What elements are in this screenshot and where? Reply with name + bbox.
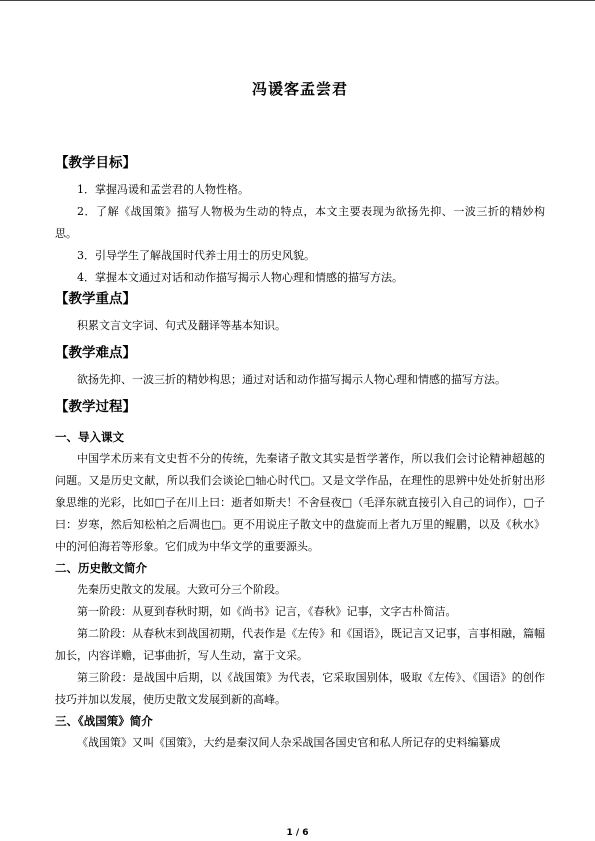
difficulties-text: 欲扬先抑、一波三折的精妙构思；通过对话和动作描写揭示人物心理和情感的描写方法。 [77,373,506,386]
document-page [55,78,545,754]
subheading-zhanguoce: 三、《战国策》简介 [55,714,153,728]
page-number: 1 / 6 [286,828,309,838]
history-prose-para-2: 第一阶段：从夏到春秋时期，如《尚书》记言，《春秋》记事，文字古朴简洁。 [77,605,457,618]
intro-text: 中国学术历来有文史哲不分的传统，先秦诸子散文其实是哲学著作，所以我们会讨论精神超越的问题。又是历史文献，所以我们会谈论□轴心时代□。又是文学作品，在理性的思辨中处处折射出形象思维的光彩，比如□子在川上曰：逝者如斯夫！不舍昼夜□（毛泽东就直接引入自己的词作），□子曰：岁寒，然后知松柏之后凋也□。更不用说庄子散文中的盘旋而上者九万里的鲲鹏，以及《秋水》中的河伯海若等形象。它们成为中华文学的重要源头。 [55,452,545,553]
goal-item-1: 1．掌握冯谖和孟尝君的人物性格。 [77,183,249,196]
document-title: 冯谖客孟尝君 [251,80,348,98]
subheading-history-prose: 二、历史散文简介 [55,561,147,575]
goal-item-3: 3．引导学生了解战国时代养士用士的历史风貌。 [77,249,315,262]
section-heading-goals: 【教学目标】 [55,155,136,171]
goal-item-4: 4．掌握本文通过对话和动作描写揭示人物心理和情感的描写方法。 [77,271,403,284]
key-points-text: 积累文言文字词、句式及翻译等基本知识。 [77,319,286,332]
section-heading-difficulties: 【教学难点】 [55,345,136,361]
header-rule [0,0,595,1]
zhanguoce-text: 《战国策》又叫《国策》，大约是秦汉间人杂采战国各国史官和私人所记存的史料编纂成 [77,736,501,749]
goal-item-2: 2．了解《战国策》描写人物极为生动的特点，本文主要表现为欲扬先抑、一波三折的精妙构思。 [55,205,545,240]
history-prose-para-1: 先秦历史散文的发展。大致可分三个阶段。 [77,583,286,596]
section-heading-key-points: 【教学重点】 [55,291,136,307]
history-prose-para-3: 第二阶段：从春秋末到战国初期，代表作是《左传》和《国语》，既记言又记事，言事相融，篇幅加长，内容详赡，记事曲折，写人生动，富于文采。 [55,627,545,662]
subheading-intro: 一、导入课文 [55,430,124,444]
section-heading-process: 【教学过程】 [55,399,136,415]
history-prose-para-4: 第三阶段：是战国中后期，以《战国策》为代表，它采取国别体，吸取《左传》、《国语》的创作技巧并加以发展，使历史散文发展到新的高峰。 [55,671,545,706]
